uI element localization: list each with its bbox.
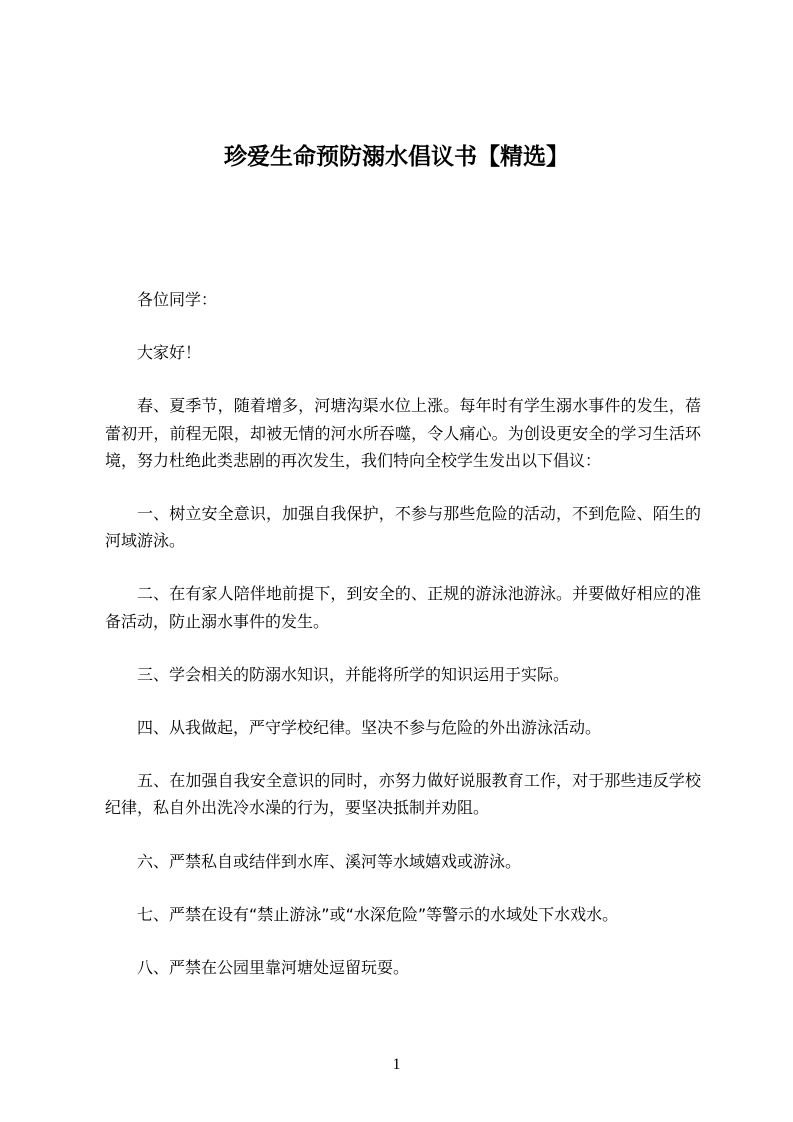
paragraph-line: 一、树立安全意识，加强自我保护，不参与那些危险的活动，不到危险、陌生的 [137,504,701,524]
document-body [105,286,701,1007]
greeting [105,339,701,366]
page-number: 1 [392,1056,401,1073]
paragraph-line: 三、学会相关的防溺水知识，并能将所学的知识运用于实际。 [137,664,570,684]
paragraph-line: 四、从我做起，严守学校纪律。坚决不参与危险的外出游泳活动。 [137,718,602,738]
proposal-item-1 [105,500,701,554]
paragraph-line: 蕾初开，前程无限，却被无情的河水所吞噬，令人痛心。为创设更安全的学习生活环 [105,423,701,443]
paragraph-line: 二、在有家人陪伴地前提下，到安全的、正规的游泳池游泳。并要做好相应的准 [137,584,701,604]
proposal-item-2 [105,580,701,634]
proposal-item-6 [105,848,701,875]
proposal-item-5 [105,767,701,821]
paragraph-line: 五、在加强自我安全意识的同时，亦努力做好说服教育工作，对于那些违反学校 [137,771,701,791]
paragraph-line: 纪律，私自外出洗冷水澡的行为，要坚决抵制并劝阻。 [105,798,490,818]
intro-paragraph [105,392,701,474]
paragraph-line: 河域游泳。 [105,531,186,551]
proposal-item-3 [105,661,701,688]
paragraph-line: 各位同学： [137,290,218,309]
paragraph-line: 七、严禁在设有“禁止游泳”或“水深危险”等警示的水域处下水戏水。 [137,904,619,924]
paragraph-line: 境，努力杜绝此类悲剧的再次发生，我们特向全校学生发出以下倡议： [105,450,602,470]
paragraph-line: 六、严禁私自或结伴到水库、溪河等水域嬉戏或游泳。 [137,851,522,871]
proposal-item-7 [105,901,701,928]
paragraph-line: 大家好！ [137,343,202,363]
paragraph-line: 八、严禁在公园里靠河塘处逗留玩耍。 [137,958,410,978]
paragraph-line: 备活动，防止溺水事件的发生。 [105,611,330,631]
proposal-item-4 [105,714,701,741]
paragraph-line: 春、夏季节，随着增多，河塘沟渠水位上涨。每年时有学生溺水事件的发生，蓓 [137,396,701,416]
proposal-item-8 [105,954,701,981]
salutation [105,286,701,313]
document-title: 珍爱生命预防溺水倡议书【精选】 [224,144,569,170]
